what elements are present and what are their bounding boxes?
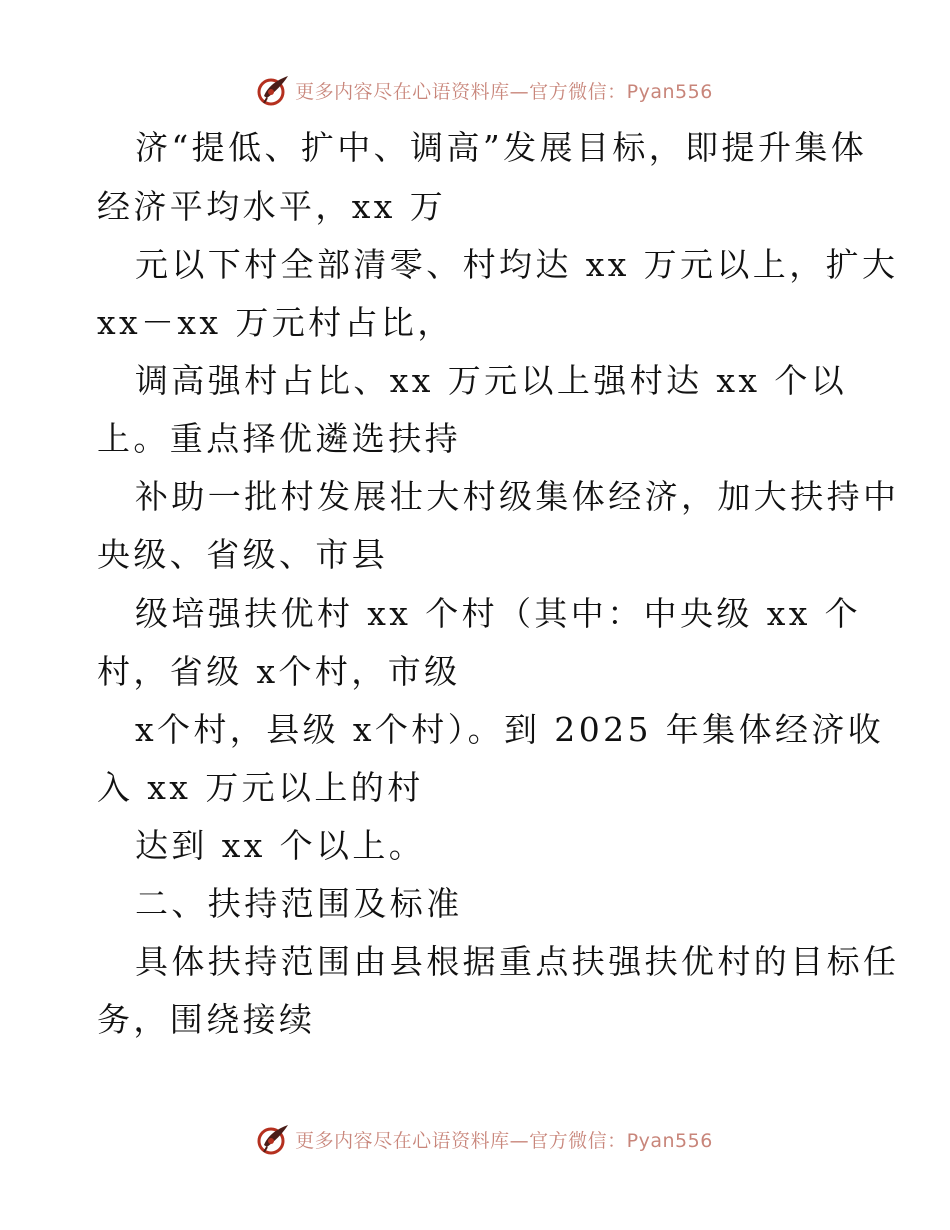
banner-inner (255, 72, 713, 108)
banner-inner (255, 1121, 713, 1157)
text-line: 级培强扶优村 xx 个村（其中：中央级 xx 个 (135, 594, 862, 633)
text-line: 达到 xx 个以上。 (135, 826, 426, 865)
header-watermark-banner (0, 70, 950, 110)
text-line: 补助一批村发展壮大村级集体经济，加大扶持中 (135, 477, 900, 516)
quill-pen-logo-icon (255, 1121, 291, 1157)
text-line: 经济平均水平，xx 万 (97, 187, 447, 226)
text-line: xx－xx 万元村占比， (97, 303, 454, 342)
text-line: 村，省级 x个村，市级 (97, 652, 461, 691)
text-line: 济“提低、扩中、调高”发展目标，即提升集体 (135, 128, 868, 167)
footer-watermark-banner (0, 1119, 950, 1159)
text-line: 入 xx 万元以上的村 (97, 768, 424, 807)
text-line: 务，围绕接续 (97, 1000, 316, 1039)
text-line: 调高强村占比、xx 万元以上强村达 xx 个以 (135, 361, 848, 400)
text-line: 央级、省级、市县 (97, 535, 389, 574)
text-line: 上。重点择优遴选扶持 (97, 419, 461, 458)
banner-text: 更多内容尽在心语资料库—官方微信：Pyan556 (295, 1129, 713, 1152)
banner-text: 更多内容尽在心语资料库—官方微信：Pyan556 (295, 80, 713, 103)
text-line: x个村，县级 x个村）。到 2025 年集体经济收 (135, 710, 885, 749)
quill-pen-logo-icon (255, 72, 291, 108)
section-heading: 二、扶持范围及标准 (135, 884, 463, 923)
text-line: 具体扶持范围由县根据重点扶强扶优村的目标任 (135, 942, 900, 981)
text-line: 元以下村全部清零、村均达 xx 万元以上，扩大 (135, 245, 899, 284)
